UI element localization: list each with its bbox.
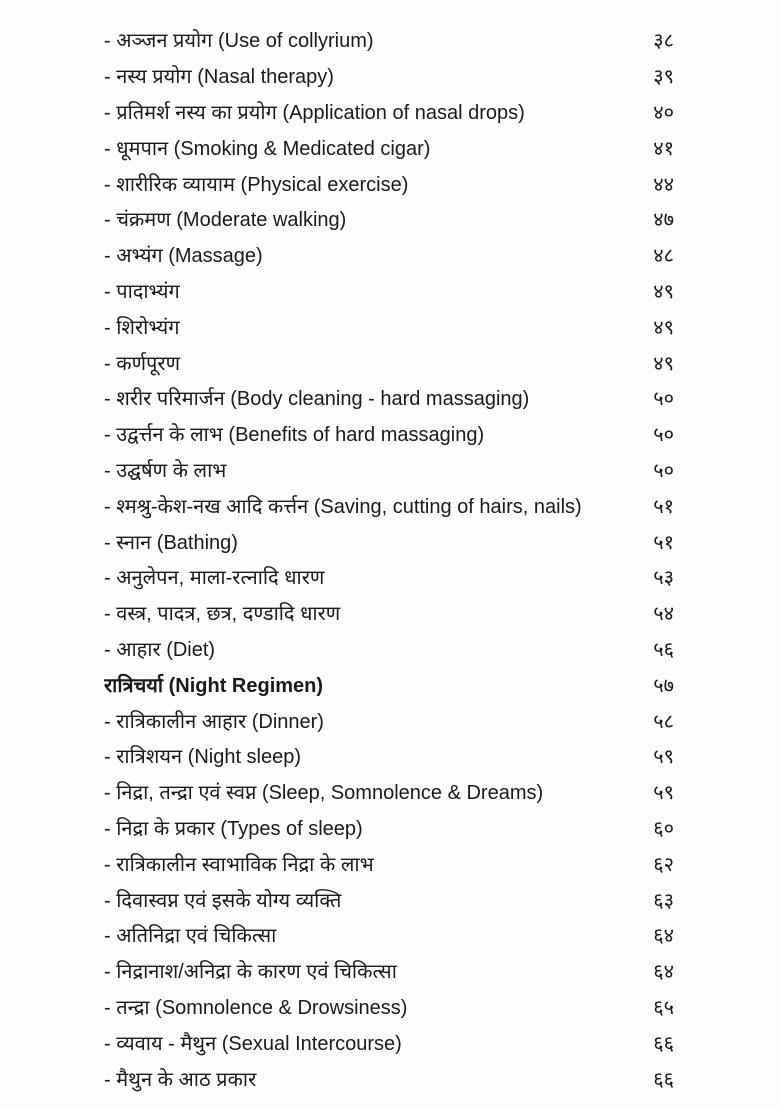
toc-entry-title: - उद्वर्त्तन के लाभ (Benefits of hard massaging) bbox=[104, 424, 485, 447]
toc-page-number: ५९ bbox=[653, 782, 674, 805]
toc-entry bbox=[104, 1060, 674, 1096]
toc-entry bbox=[104, 631, 674, 667]
toc-entry-title: - तन्द्रा (Somnolence & Drowsiness) bbox=[104, 996, 408, 1019]
toc-page-number: ४७ bbox=[653, 209, 674, 232]
toc-entry bbox=[104, 989, 674, 1025]
toc-page-number: ४१ bbox=[653, 137, 674, 160]
toc-entry bbox=[104, 953, 674, 989]
toc-entry bbox=[104, 273, 674, 309]
toc-entry bbox=[104, 201, 674, 237]
toc-entry bbox=[104, 881, 674, 917]
toc-page-number: ६६ bbox=[653, 1032, 674, 1055]
toc-entry-title: - श्मश्रु-केश-नख आदि कर्त्तन (Saving, cutting of hairs, nails) bbox=[104, 495, 582, 518]
toc-entry-title: - रात्रिकालीन आहार (Dinner) bbox=[104, 710, 324, 733]
toc-entry-title: - निद्रानाश/अनिद्रा के कारण एवं चिकित्सा bbox=[104, 961, 397, 984]
toc-page-number: ३८ bbox=[653, 30, 674, 53]
toc-entry-title: - वस्त्र, पादत्र, छत्र, दण्डादि धारण bbox=[104, 603, 341, 626]
toc-page-number: ४९ bbox=[653, 316, 674, 339]
toc-entry-title: - आहार (Diet) bbox=[104, 638, 216, 661]
toc-page-number: ६२ bbox=[653, 853, 674, 876]
toc-page-number: ५० bbox=[653, 459, 674, 482]
toc-entry bbox=[104, 702, 674, 738]
toc-entry-title: - अतिनिद्रा एवं चिकित्सा bbox=[104, 925, 277, 948]
toc-page-number: ६० bbox=[653, 817, 674, 840]
toc-page-number: ५१ bbox=[653, 531, 674, 554]
toc-entry-title: - नस्य प्रयोग (Nasal therapy) bbox=[104, 66, 334, 89]
toc-entry bbox=[104, 559, 674, 595]
toc-entry-title: - कर्णपूरण bbox=[104, 352, 181, 375]
toc-entry bbox=[104, 523, 674, 559]
toc-entry-title: - दिवास्वप्न एवं इसके योग्य व्यक्ति bbox=[104, 889, 342, 912]
toc-entry-title: - अभ्यंग (Massage) bbox=[104, 245, 263, 268]
toc-page-number: ५४ bbox=[653, 603, 674, 626]
toc-entry bbox=[104, 22, 674, 58]
toc-page-number: ६५ bbox=[653, 996, 674, 1019]
toc-entry bbox=[104, 416, 674, 452]
toc-entry-title: - पादाभ्यंग bbox=[104, 280, 180, 303]
toc-entry-title: - रात्रिशयन (Night sleep) bbox=[104, 746, 302, 769]
toc-entry bbox=[104, 452, 674, 488]
toc-entry bbox=[104, 129, 674, 165]
toc-entry-title: - रात्रिकालीन स्वाभाविक निद्रा के लाभ bbox=[104, 853, 374, 876]
toc-page-number: ५१ bbox=[653, 495, 674, 518]
toc-entry bbox=[104, 380, 674, 416]
toc-entry bbox=[104, 58, 674, 94]
toc-entry-title: - स्नान (Bathing) bbox=[104, 531, 238, 554]
toc-page-number: ५० bbox=[653, 388, 674, 411]
toc-page-number: ४९ bbox=[653, 352, 674, 375]
toc-entry bbox=[104, 810, 674, 846]
toc-entry bbox=[104, 237, 674, 273]
toc-entry bbox=[104, 595, 674, 631]
toc-entry bbox=[104, 1024, 674, 1060]
toc-entry-title: - शरीर परिमार्जन (Body cleaning - hard massaging) bbox=[104, 388, 530, 411]
toc-entry bbox=[104, 774, 674, 810]
toc-page-number: ६३ bbox=[653, 889, 674, 912]
toc-page-number: ५६ bbox=[653, 638, 674, 661]
toc-entry-title: - धूमपान (Smoking & Medicated cigar) bbox=[104, 137, 431, 160]
toc-entry-title: - व्यवाय - मैथुन (Sexual Intercourse) bbox=[104, 1032, 402, 1055]
toc-entry bbox=[104, 917, 674, 953]
toc-page-number: ५० bbox=[653, 424, 674, 447]
toc-entry bbox=[104, 845, 674, 881]
toc-entry-title: - चंक्रमण (Moderate walking) bbox=[104, 209, 347, 232]
toc-entry-title: - निद्रा के प्रकार (Types of sleep) bbox=[104, 817, 363, 840]
toc-entry-title: - मैथुन के आठ प्रकार bbox=[104, 1068, 257, 1091]
toc-entry bbox=[104, 738, 674, 774]
toc-entry-title: - प्रतिमर्श नस्य का प्रयोग (Application of nasal drops) bbox=[104, 101, 525, 124]
toc-section-heading bbox=[104, 666, 674, 702]
toc-page-number: ४९ bbox=[653, 280, 674, 303]
toc-page-number: ५८ bbox=[653, 710, 674, 733]
toc-entry bbox=[104, 94, 674, 130]
toc-page-number: ६४ bbox=[653, 925, 674, 948]
toc-entry-title: - अनुलेपन, माला-रत्नादि धारण bbox=[104, 567, 325, 590]
toc-entry bbox=[104, 487, 674, 523]
toc-entry-title: - उद्घर्षण के लाभ bbox=[104, 459, 227, 482]
toc-entry-title: रात्रिचर्या (Night Regimen) bbox=[104, 674, 324, 697]
toc-page-number: ४८ bbox=[653, 245, 674, 268]
toc-page-number: ४४ bbox=[653, 173, 674, 196]
toc-page-number: ५३ bbox=[653, 567, 674, 590]
toc-entry bbox=[104, 165, 674, 201]
toc-page-number: ६६ bbox=[653, 1068, 674, 1091]
toc-page-number: ५९ bbox=[653, 746, 674, 769]
toc-page-number: ५७ bbox=[653, 674, 674, 697]
toc-page-number: ४० bbox=[653, 101, 674, 124]
toc-entry-title: - शिरोभ्यंग bbox=[104, 316, 180, 339]
toc-entry-title: - निद्रा, तन्द्रा एवं स्वप्न (Sleep, Somnolence & Dreams) bbox=[104, 782, 544, 805]
toc-entry-title: - अञ्जन प्रयोग (Use of collyrium) bbox=[104, 30, 374, 53]
toc-page-number: ३९ bbox=[653, 66, 674, 89]
toc-page-number: ६४ bbox=[653, 961, 674, 984]
table-of-contents bbox=[104, 22, 674, 1096]
toc-entry bbox=[104, 308, 674, 344]
toc-entry bbox=[104, 344, 674, 380]
toc-entry-title: - शारीरिक व्यायाम (Physical exercise) bbox=[104, 173, 409, 196]
